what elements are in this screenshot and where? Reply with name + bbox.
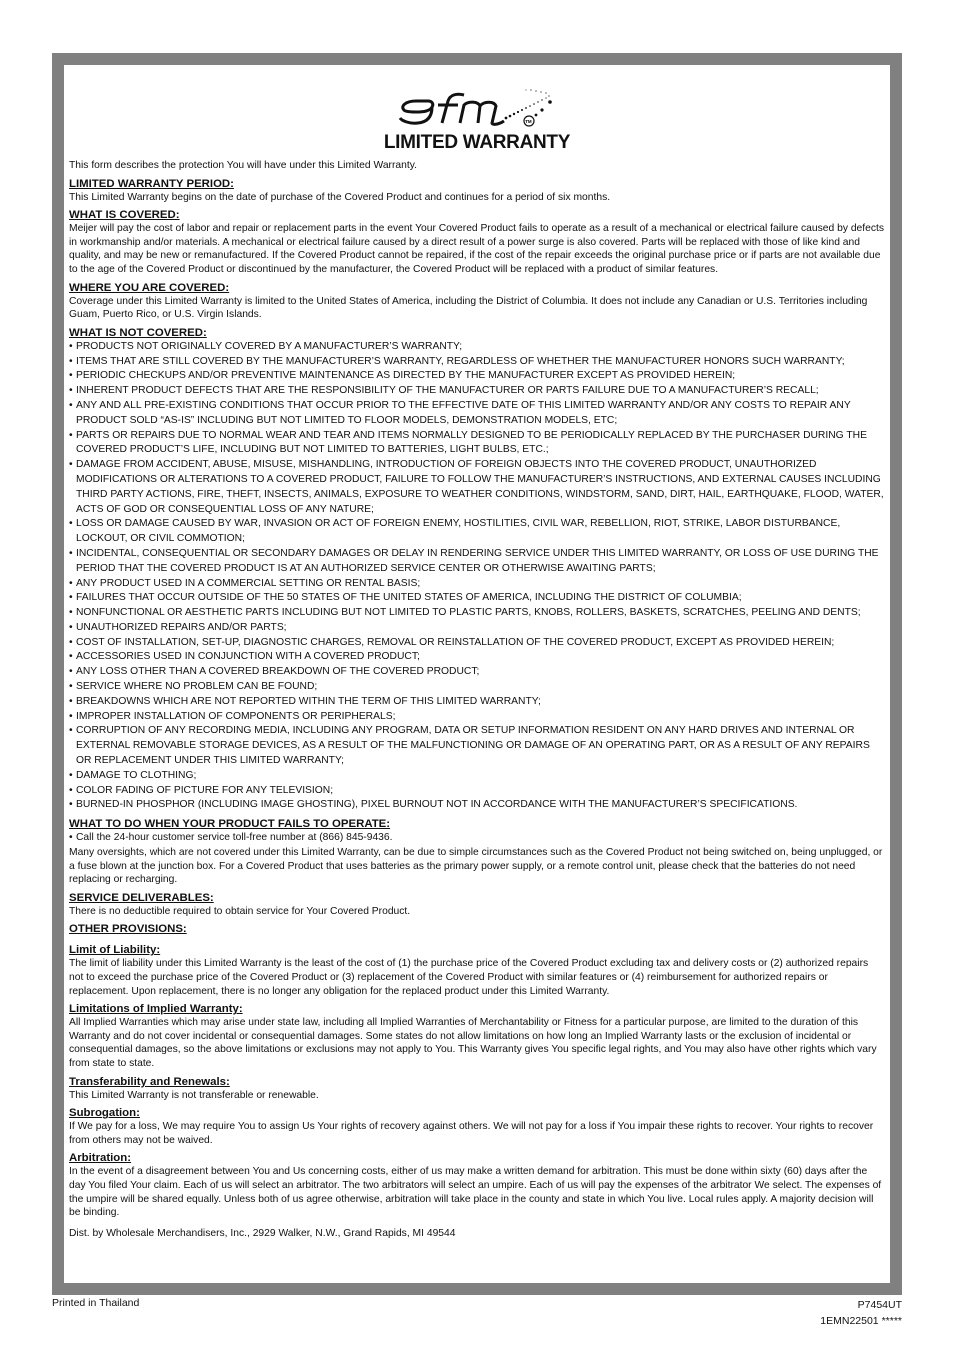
other-provisions-heading: OTHER PROVISIONS: xyxy=(69,923,187,936)
list-item: • DAMAGE FROM ACCIDENT, ABUSE, MISUSE, MISHANDLING, INTRODUCTION OF FOREIGN OBJECTS INTO THE COVERED PRODUCT, UNAUTHORIZED MODIFICATIONS OR ALTERATIONS TO A COVERED PRODUCT, FAILURE TO FOLLOW THE MANUFACTURER’S INSTRUCTIONS, AND EXTERNAL CAUSES INCLUDING THIRD PARTY ACTIONS, FIRE, THEFT, INSECTS, ANIMALS, EXPOSURE TO WEATHER CONDITIONS, WINDSTORM, SAND, DIRT, HAIL, EARTHQUAKE, FLOOD, WATER, ACTS OF GOD OR CONSEQUENTIAL LOSS OF ANY NATURE; xyxy=(69,458,885,517)
where-text: Coverage under this Limited Warranty is limited to the United States of America, including the District of Columbia. It does not include any Canadian or U.S. Territories including Guam, Puerto Rico, or U.S. Virgin Islands. xyxy=(69,295,868,321)
implied-heading: Limitations of Implied Warranty: xyxy=(69,1003,243,1016)
list-item: • BURNED-IN PHOSPHOR (INCLUDING IMAGE GHOSTING), PIXEL BURNOUT NOT IN ACCORDANCE WITH THE MANUFACTURER’S SPECIFICATIONS. xyxy=(69,798,885,813)
covered-text: Meijer will pay the cost of labor and repair or replacement parts in the event Your Covered Product fails to operate as a result of a mechanical or electrical failure caused by defects in workmanship and/or materials. A mechanical or electrical failure caused by a direct result of a power surge is also covered. Parts will be replaced with those of like kind and quality, and may be new or remanufactured. If the Covered Product cannot be repaired, if the cost of the repair exceeds the original purchase price or if parts are not available due to the age of the Covered Product or discontinued by the manufacturer, the Covered Product will be replaced with a product of similar features. xyxy=(69,223,885,275)
list-item: • CORRUPTION OF ANY RECORDING MEDIA, INCLUDING ANY PROGRAM, DATA OR SETUP INFORMATION RESIDENT ON ANY HARD DRIVES AND INTERNAL OR EXTERNAL REMOVABLE STORAGE DEVICES, AS A RESULT OF THE MALFUNCTIONING OR DAMAGE OF AN OPERATING PART, OR AS A RESULT OF ANY REPAIRS OR REPLACEMENT UNDER THIS LIMITED WARRANTY; xyxy=(69,724,885,768)
arbitration-heading: Arbitration: xyxy=(69,1152,132,1165)
list-item: • FAILURES THAT OCCUR OUTSIDE OF THE 50 STATES OF THE UNITED STATES OF AMERICA, INCLUDING THE DISTRICT OF COLUMBIA; xyxy=(69,591,885,606)
fails-list xyxy=(69,831,885,846)
list-item: • LOSS OR DAMAGE CAUSED BY WAR, INVASION OR ACT OF FOREIGN ENEMY, HOSTILITIES, CIVIL WAR, REBELLION, RIOT, STRIKE, LABOR DISTURBANCE, LOCKOUT, OR CIVIL COMMOTION; xyxy=(69,517,885,547)
subrogation-heading: Subrogation: xyxy=(69,1107,140,1120)
list-item: • PERIODIC CHECKUPS AND/OR PREVENTIVE MAINTENANCE AS DIRECTED BY THE MANUFACTURER EXCEPT AS PROVIDED HEREIN; xyxy=(69,369,885,384)
list-item: • Call the 24-hour customer service toll-free number at (866) 845-9436. xyxy=(69,831,885,846)
list-item: • BREAKDOWNS WHICH ARE NOT REPORTED WITHIN THE TERM OF THIS LIMITED WARRANTY; xyxy=(69,695,885,710)
where-heading: WHERE YOU ARE COVERED: xyxy=(69,281,230,294)
footer-codes xyxy=(820,1297,902,1329)
list-item: • ACCESSORIES USED IN CONJUNCTION WITH A COVERED PRODUCT; xyxy=(69,650,885,665)
not-covered-heading: WHAT IS NOT COVERED: xyxy=(69,326,207,339)
arbitration-text: In the event of a disagreement between You and Us concerning costs, either of us may make a written demand for arbitration. This must be done within sixty (60) days after the day You filed Your claim. Each of us will select an arbitrator. The two arbitrators will select an umpire. Each of us will pay the expenses of the arbitrator We select. The expenses of the umpire will be shared equally. Unless both of us agree otherwise, arbitration will take place in the county and state in which You live. Local rules apply. A majority decision will be binding. xyxy=(69,1166,882,1219)
distributor-text: Dist. by Wholesale Merchandisers, Inc., 2929 Walker, N.W., Grand Rapids, MI 49544 xyxy=(69,1227,456,1239)
covered-heading: WHAT IS COVERED: xyxy=(69,209,180,222)
liability-heading: Limit of Liability: xyxy=(69,944,161,957)
service-text: There is no deductible required to obtain service for Your Covered Product. xyxy=(69,905,411,917)
list-item: • UNAUTHORIZED REPAIRS AND/OR PARTS; xyxy=(69,621,885,636)
fails-heading: WHAT TO DO WHEN YOUR PRODUCT FAILS TO OPERATE: xyxy=(69,818,391,831)
transfer-text: This Limited Warranty is not transferable or renewable. xyxy=(69,1089,319,1101)
implied-text: All Implied Warranties which may arise under state law, including all Implied Warranties of Merchantability or Fitness for a particular purpose, are limited to the duration of this Warranty and do not cover incidental or consequential damages. Some states do not allow limitations on how long an Implied Warranty lasts or the exclusion of incidental or consequential damages, so the above limitations or exclusions may not apply to You. This Warranty gives You specific legal rights, and You may also have other rights which vary from state to state. xyxy=(69,1017,877,1069)
model-number: P7454UT xyxy=(857,1299,902,1311)
transfer-heading: Transferability and Renewals: xyxy=(69,1075,230,1088)
list-item: • COLOR FADING OF PICTURE FOR ANY TELEVISION; xyxy=(69,784,885,799)
fails-text: Many oversights, which are not covered under this Limited Warranty, can be due to simple circumstances such as the Covered Product not being switched on, being unplugged, or a fuse blown at the junction box. For a Covered Product that uses batteries as the primary power supply, or a remote control unit, please check that the batteries do not need replacing or recharging. xyxy=(69,847,883,886)
trademark-mark: TM xyxy=(525,119,532,124)
period-heading: LIMITED WARRANTY PERIOD: xyxy=(69,177,234,190)
list-item: • ANY PRODUCT USED IN A COMMERCIAL SETTING OR RENTAL BASIS; xyxy=(69,577,885,592)
subrogation-text: If We pay for a loss, We may require You to assign Us Your rights of recovery against others. We will not pay for a loss if You impair these rights to recover. Your rights to recover from others may not be waived. xyxy=(69,1121,874,1146)
list-item: • PARTS OR REPAIRS DUE TO NORMAL WEAR AND TEAR AND ITEMS NORMALLY DESIGNED TO BE PERIODICALLY REPLACED BY THE PURCHASER DURING THE COVERED PRODUCT’S LIFE, INCLUDING BUT NOT LIMITED TO BATTERIES, LIGHT BULBS, ETC.; xyxy=(69,429,885,459)
list-item: • PRODUCTS NOT ORIGINALLY COVERED BY A MANUFACTURER’S WARRANTY; xyxy=(69,340,885,355)
gfm-logo xyxy=(392,84,562,134)
list-item: • DAMAGE TO CLOTHING; xyxy=(69,769,885,784)
warranty-sheet xyxy=(64,65,890,1283)
document-code: 1EMN22501 ***** xyxy=(820,1315,902,1327)
list-item: • ANY AND ALL PRE-EXISTING CONDITIONS THAT OCCUR PRIOR TO THE EFFECTIVE DATE OF THIS LIMITED WARRANTY AND/OR ANY COSTS TO REPAIR ANY PRODUCT SOLD “AS-IS” INCLUDING BUT NOT LIMITED TO FLOOR MODELS, DEMONSTRATION MODELS, ETC; xyxy=(69,399,885,429)
list-item: • INHERENT PRODUCT DEFECTS THAT ARE THE RESPONSIBILITY OF THE MANUFACTURER OR PARTS FAILURE DUE TO A MANUFACTURER’S RECALL; xyxy=(69,384,885,399)
list-item: • SERVICE WHERE NO PROBLEM CAN BE FOUND; xyxy=(69,680,885,695)
list-item: • ITEMS THAT ARE STILL COVERED BY THE MANUFACTURER’S WARRANTY, REGARDLESS OF WHETHER THE MANUFACTURER HONORS SUCH WARRANTY; xyxy=(69,355,885,370)
not-covered-list xyxy=(69,340,885,814)
list-item: • ANY LOSS OTHER THAN A COVERED BREAKDOWN OF THE COVERED PRODUCT; xyxy=(69,665,885,680)
printed-in: Printed in Thailand xyxy=(52,1297,140,1309)
warranty-content xyxy=(69,65,885,1240)
page-border xyxy=(52,53,902,1295)
period-text: This Limited Warranty begins on the date of purchase of the Covered Product and continues for a period of six months. xyxy=(69,191,611,203)
list-item: • COST OF INSTALLATION, SET-UP, DIAGNOSTIC CHARGES, REMOVAL OR REINSTALLATION OF THE COVERED PRODUCT, EXCEPT AS PROVIDED HEREIN; xyxy=(69,636,885,651)
page-title: LIMITED WARRANTY xyxy=(383,132,571,153)
service-heading: SERVICE DELIVERABLES: xyxy=(69,891,214,904)
liability-text: The limit of liability under this Limited Warranty is the least of the cost of (1) the purchase price of the Covered Product excluding tax and delivery costs or (2) authorized repairs not to exceed the purchase price of the Covered Product or (3) replacement of the Covered Product with similar features or (4) reimbursement for authorized repairs or replacement. Upon replacement, there is no longer any obligation for the replaced product under this Limited Warranty. xyxy=(69,958,869,997)
list-item: • INCIDENTAL, CONSEQUENTIAL OR SECONDARY DAMAGES OR DELAY IN RENDERING SERVICE UNDER THIS LIMITED WARRANTY, OR LOSS OF USE DURING THE PERIOD THAT THE COVERED PRODUCT IS AT AN AUTHORIZED SERVICE CENTER OR OTHERWISE AWAITING PARTS; xyxy=(69,547,885,577)
list-item: • NONFUNCTIONAL OR AESTHETIC PARTS INCLUDING BUT NOT LIMITED TO PLASTIC PARTS, KNOBS, ROLLERS, BASKETS, SCRATCHES, PEELING AND DENTS; xyxy=(69,606,885,621)
intro-text: This form describes the protection You will have under this Limited Warranty. xyxy=(69,160,417,171)
list-item: • IMPROPER INSTALLATION OF COMPONENTS OR PERIPHERALS; xyxy=(69,710,885,725)
